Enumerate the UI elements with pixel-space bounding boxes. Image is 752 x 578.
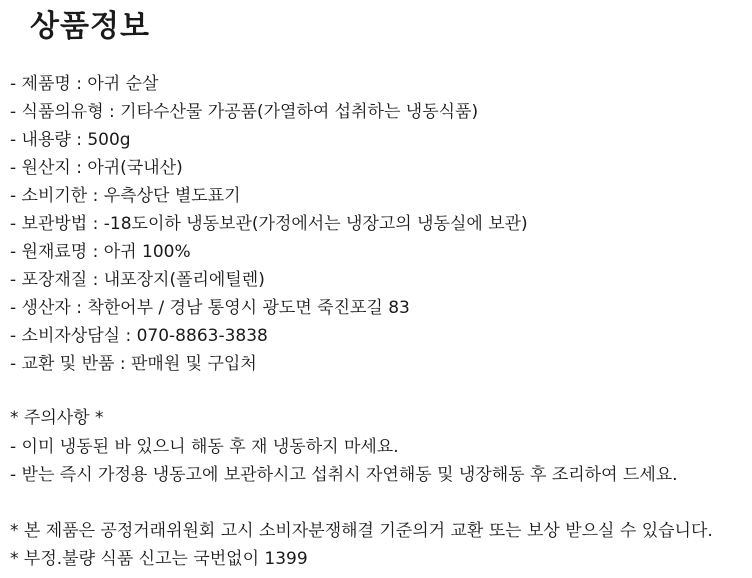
spec-net-content: - 내용량 : 500g [10, 130, 131, 150]
spec-origin: - 원산지 : 아귀(국내산) [10, 158, 183, 178]
caution-item: - 이미 냉동된 바 있으니 해동 후 재 냉동하지 마세요. [10, 437, 399, 457]
caution-item: - 받는 즉시 가정용 냉동고에 보관하시고 섭취시 자연해동 및 냉장해동 후 조리하여 드세요. [10, 465, 678, 485]
spec-producer: - 생산자 : 착한어부 / 경남 통영시 광도면 죽진포길 83 [10, 298, 410, 318]
spec-ingredients: - 원재료명 : 아귀 100% [10, 242, 191, 262]
notice-item: * 부정.불량 식품 신고는 국번없이 1399 [10, 549, 308, 569]
notice-item: * 본 제품은 공정거래위원회 고시 소비자분쟁해결 기준의거 교환 또는 보상 받으실 수 있습니다. [10, 521, 713, 541]
spec-exchange-return: - 교환 및 반품 : 판매원 및 구입처 [10, 354, 257, 374]
page-title: 상품정보 [30, 9, 150, 44]
spec-consumer-center: - 소비자상담실 : 070-8863-3838 [10, 326, 268, 346]
spec-expiry: - 소비기한 : 우측상단 별도표기 [10, 186, 241, 206]
spec-food-type: - 식품의유형 : 기타수산물 가공품(가열하여 섭취하는 냉동식품) [10, 102, 479, 122]
spec-packaging: - 포장재질 : 내포장지(폴리에틸렌) [10, 270, 265, 290]
spec-product-name: - 제품명 : 아귀 순살 [10, 74, 159, 94]
caution-heading: * 주의사항 * [10, 408, 104, 428]
spec-storage: - 보관방법 : -18도이하 냉동보관(가정에서는 냉장고의 냉동실에 보관) [10, 214, 528, 234]
